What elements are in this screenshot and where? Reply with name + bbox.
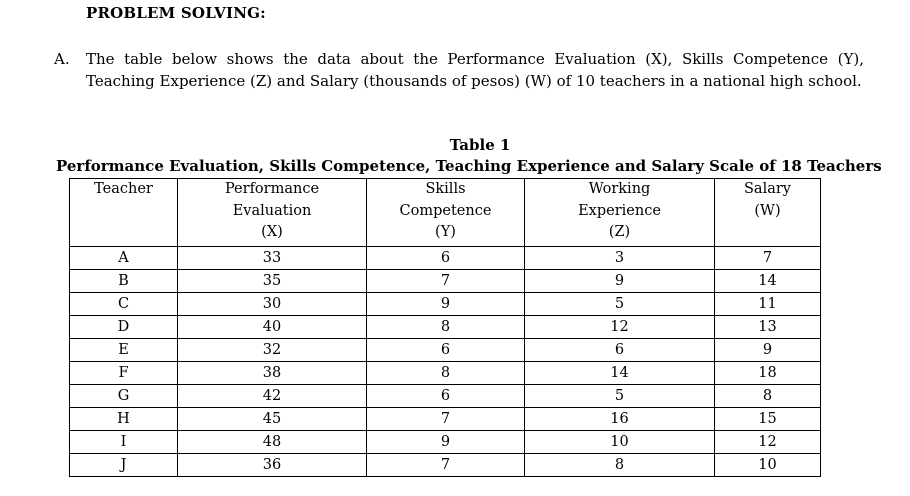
table-cell: 48: [178, 431, 367, 454]
table-cell: 7: [715, 247, 821, 270]
table-row: [70, 454, 821, 477]
table-cell: 8: [715, 385, 821, 408]
table-cell: 38: [178, 362, 367, 385]
table-cell: 18: [715, 362, 821, 385]
table-cell: 40: [178, 316, 367, 339]
problem-text: The table below shows the data about the Performance Evaluation (X), Skills Competence (Y), Teaching Experience (Z) and Salary (thousands of pesos) (W) of 10 teachers in a national high school.: [86, 50, 864, 90]
table-cell: 15: [715, 408, 821, 431]
table-caption: Performance Evaluation, Skills Competence, Teaching Experience and Salary Scale of 18 Teachers: [56, 157, 882, 175]
table-cell: 12: [525, 316, 715, 339]
table-cell: 9: [715, 339, 821, 362]
table-row: [70, 431, 821, 454]
table-title: Table 1: [449, 136, 511, 154]
header-skills-competence: Skills Competence (Y): [367, 179, 525, 247]
table-cell: 6: [525, 339, 715, 362]
table-row: [70, 339, 821, 362]
table-cell: 9: [525, 270, 715, 293]
table-cell: 36: [178, 454, 367, 477]
table-cell: 5: [525, 385, 715, 408]
problem-letter: A.: [54, 50, 70, 68]
table-cell: 32: [178, 339, 367, 362]
table-row: [70, 247, 821, 270]
table-cell: C: [70, 293, 178, 316]
table-cell: 6: [367, 247, 525, 270]
table-cell: 16: [525, 408, 715, 431]
table-cell: 5: [525, 293, 715, 316]
table-cell: 3: [525, 247, 715, 270]
table-cell: 8: [367, 316, 525, 339]
table-cell: J: [70, 454, 178, 477]
table-cell: 13: [715, 316, 821, 339]
table-cell: 14: [525, 362, 715, 385]
table-cell: A: [70, 247, 178, 270]
table-header-row: [70, 179, 821, 247]
table-cell: I: [70, 431, 178, 454]
table-cell: 11: [715, 293, 821, 316]
table-row: [70, 362, 821, 385]
table-cell: 6: [367, 339, 525, 362]
table-cell: 7: [367, 454, 525, 477]
table-row: [70, 270, 821, 293]
header-working-experience: Working Experience (Z): [525, 179, 715, 247]
table-cell: 30: [178, 293, 367, 316]
table-cell: 12: [715, 431, 821, 454]
table-cell: 42: [178, 385, 367, 408]
table-cell: B: [70, 270, 178, 293]
problem-statement: [54, 48, 864, 92]
table-cell: 14: [715, 270, 821, 293]
table-cell: 33: [178, 247, 367, 270]
table-cell: H: [70, 408, 178, 431]
table-row: [70, 316, 821, 339]
table-cell: 9: [367, 293, 525, 316]
table-body: [70, 247, 821, 477]
table-row: [70, 408, 821, 431]
table-row: [70, 385, 821, 408]
table-cell: D: [70, 316, 178, 339]
table-cell: F: [70, 362, 178, 385]
header-salary: Salary (W): [715, 179, 821, 247]
table-row: [70, 293, 821, 316]
table-cell: 35: [178, 270, 367, 293]
table-cell: E: [70, 339, 178, 362]
table-cell: 8: [367, 362, 525, 385]
header-teacher: Teacher: [70, 179, 178, 247]
data-table: [69, 178, 821, 477]
table-cell: 6: [367, 385, 525, 408]
table-cell: 9: [367, 431, 525, 454]
table-cell: G: [70, 385, 178, 408]
table-cell: 7: [367, 408, 525, 431]
table-cell: 45: [178, 408, 367, 431]
table-cell: 10: [715, 454, 821, 477]
table-cell: 10: [525, 431, 715, 454]
table-cell: 8: [525, 454, 715, 477]
section-heading: PROBLEM SOLVING:: [86, 4, 266, 22]
header-performance-evaluation: Performance Evaluation (X): [178, 179, 367, 247]
table-cell: 7: [367, 270, 525, 293]
